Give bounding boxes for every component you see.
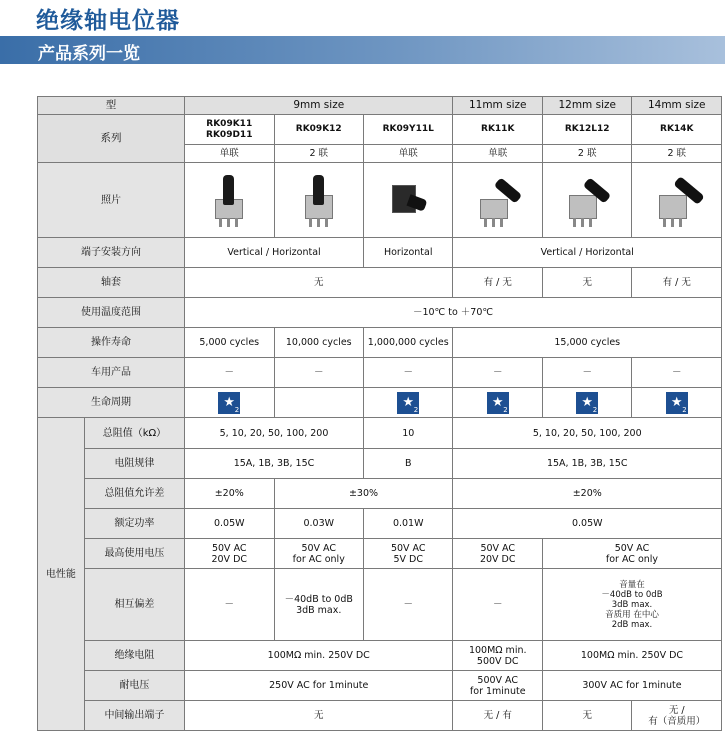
row-label: 车用产品 <box>38 358 185 388</box>
temperature-row <box>38 298 722 328</box>
value-cell: Vertical / Horizontal <box>185 238 364 268</box>
value-cell: 100MΩ min. 250V DC <box>542 641 721 671</box>
model-cell: RK12L12 <box>542 115 631 145</box>
photo-cell <box>542 163 631 238</box>
value-cell: 100MΩ min. 250V DC <box>185 641 453 671</box>
value-cell: 无 <box>185 268 453 298</box>
row-label: 总阻值（kΩ） <box>84 418 184 449</box>
value-cell: 10 <box>363 418 453 449</box>
value-cell: 有 / 无 <box>453 268 542 298</box>
size-14mm: 14mm size <box>632 97 722 115</box>
automotive-row <box>38 358 722 388</box>
resistance-row <box>38 418 722 449</box>
value-cell: 250V AC for 1minute <box>185 671 453 701</box>
row-label: 轴套 <box>38 268 185 298</box>
value-cell <box>632 388 722 418</box>
potentiometer-image <box>388 171 428 227</box>
model-cell: RK09Y11L <box>363 115 453 145</box>
photo-cell <box>453 163 542 238</box>
gang-cell: 单联 <box>453 145 542 163</box>
value-cell: 有 / 无 <box>632 268 722 298</box>
value-cell <box>542 388 631 418</box>
lifecycle-row <box>38 388 722 418</box>
row-label: 使用温度范围 <box>38 298 185 328</box>
center-tap-row <box>38 701 722 731</box>
photo-cell <box>274 163 363 238</box>
model-cell: RK11K <box>453 115 542 145</box>
value-cell: － <box>542 358 631 388</box>
value-cell: 无 <box>542 701 631 731</box>
gang-cell: 单联 <box>363 145 453 163</box>
value-cell: Vertical / Horizontal <box>453 238 722 268</box>
value-cell: － <box>453 569 542 641</box>
lifecycle-star-icon: ★ 2 <box>397 392 419 414</box>
value-cell: Horizontal <box>363 238 453 268</box>
value-cell: － <box>274 358 363 388</box>
value-cell: 50V AC for AC only <box>542 539 721 569</box>
value-cell <box>363 388 453 418</box>
value-cell: 100MΩ min. 500V DC <box>453 641 542 671</box>
value-cell: 音量在 －40dB to 0dB 3dB max. 音质用 在中心 2dB max. <box>542 569 721 641</box>
size-9mm: 9mm size <box>185 97 453 115</box>
value-cell: 50V AC 20V DC <box>185 539 274 569</box>
value-cell: 无 / 有（音质用） <box>632 701 722 731</box>
value-cell <box>453 388 542 418</box>
spec-table <box>37 96 722 731</box>
insulation-row <box>38 641 722 671</box>
value-cell: 0.05W <box>185 509 274 539</box>
potentiometer-image <box>657 171 697 227</box>
row-label: 绝缘电阻 <box>84 641 184 671</box>
row-label: 额定功率 <box>84 509 184 539</box>
value-cell: 50V AC 5V DC <box>363 539 453 569</box>
value-cell: 0.03W <box>274 509 363 539</box>
value-cell: 50V AC for AC only <box>274 539 363 569</box>
row-label: 总阻值允许差 <box>84 479 184 509</box>
value-cell: 5, 10, 20, 50, 100, 200 <box>185 418 364 449</box>
row-label: 最高使用电压 <box>84 539 184 569</box>
value-cell: 500V AC for 1minute <box>453 671 542 701</box>
value-cell: ±20% <box>453 479 722 509</box>
value-cell: 15A, 1B, 3B, 15C <box>185 449 364 479</box>
power-row <box>38 509 722 539</box>
type-row <box>38 97 722 115</box>
terminal-row <box>38 238 722 268</box>
value-cell: ±30% <box>274 479 453 509</box>
value-cell: 无 / 有 <box>453 701 542 731</box>
photo-cell <box>363 163 453 238</box>
photo-cell <box>185 163 274 238</box>
value-cell: 0.05W <box>453 509 722 539</box>
value-cell <box>185 388 274 418</box>
section-header-bar <box>0 36 725 64</box>
value-cell: － <box>185 358 274 388</box>
lifecycle-star-icon: ★ 2 <box>218 392 240 414</box>
value-cell: － <box>453 358 542 388</box>
gang-cell: 单联 <box>185 145 274 163</box>
photo-cell <box>632 163 722 238</box>
row-label: 操作寿命 <box>38 328 185 358</box>
value-cell: 15,000 cycles <box>453 328 722 358</box>
section-title: 产品系列一览 <box>38 44 140 64</box>
page-title: 绝缘轴电位器 <box>36 8 180 34</box>
size-12mm: 12mm size <box>542 97 631 115</box>
potentiometer-image <box>478 171 518 227</box>
value-cell: －40dB to 0dB 3dB max. <box>274 569 363 641</box>
withstand-row <box>38 671 722 701</box>
type-label: 型 <box>38 97 185 115</box>
life-row <box>38 328 722 358</box>
gang-cell: 2 联 <box>274 145 363 163</box>
lifecycle-star-icon: ★ 2 <box>487 392 509 414</box>
row-label: 电阻规律 <box>84 449 184 479</box>
size-11mm: 11mm size <box>453 97 542 115</box>
lifecycle-star-icon: ★ 2 <box>666 392 688 414</box>
value-cell: － <box>363 358 453 388</box>
model-cell: RK14K <box>632 115 722 145</box>
row-label: 端子安装方向 <box>38 238 185 268</box>
value-cell: － <box>363 569 453 641</box>
row-label: 相互偏差 <box>84 569 184 641</box>
tolerance-row <box>38 479 722 509</box>
bushing-row <box>38 268 722 298</box>
value-cell: 50V AC 20V DC <box>453 539 542 569</box>
value-cell: －10℃ to ＋70℃ <box>185 298 722 328</box>
value-cell: ±20% <box>185 479 274 509</box>
row-label: 中间输出端子 <box>84 701 184 731</box>
value-cell: 1,000,000 cycles <box>363 328 453 358</box>
photo-row <box>38 163 722 238</box>
gang-cell: 2 联 <box>542 145 631 163</box>
value-cell: 无 <box>542 268 631 298</box>
potentiometer-image <box>299 171 339 227</box>
value-cell: 15A, 1B, 3B, 15C <box>453 449 722 479</box>
model-cell: RK09K11 RK09D11 <box>185 115 274 145</box>
value-cell: 无 <box>185 701 453 731</box>
potentiometer-image <box>567 171 607 227</box>
value-cell: － <box>632 358 722 388</box>
value-cell <box>274 388 363 418</box>
model-cell: RK09K12 <box>274 115 363 145</box>
value-cell: － <box>185 569 274 641</box>
value-cell: 10,000 cycles <box>274 328 363 358</box>
voltage-row <box>38 539 722 569</box>
value-cell: 300V AC for 1minute <box>542 671 721 701</box>
taper-row <box>38 449 722 479</box>
value-cell: B <box>363 449 453 479</box>
tracking-row <box>38 569 722 641</box>
value-cell: 5, 10, 20, 50, 100, 200 <box>453 418 722 449</box>
potentiometer-image <box>209 171 249 227</box>
row-label: 生命周期 <box>38 388 185 418</box>
series-label: 系列 <box>38 115 185 163</box>
row-label: 耐电压 <box>84 671 184 701</box>
photo-label: 照片 <box>38 163 185 238</box>
electrical-group-label: 电性能 <box>38 418 85 731</box>
gang-cell: 2 联 <box>632 145 722 163</box>
lifecycle-star-icon: ★ 2 <box>576 392 598 414</box>
series-row <box>38 115 722 145</box>
value-cell: 5,000 cycles <box>185 328 274 358</box>
value-cell: 0.01W <box>363 509 453 539</box>
